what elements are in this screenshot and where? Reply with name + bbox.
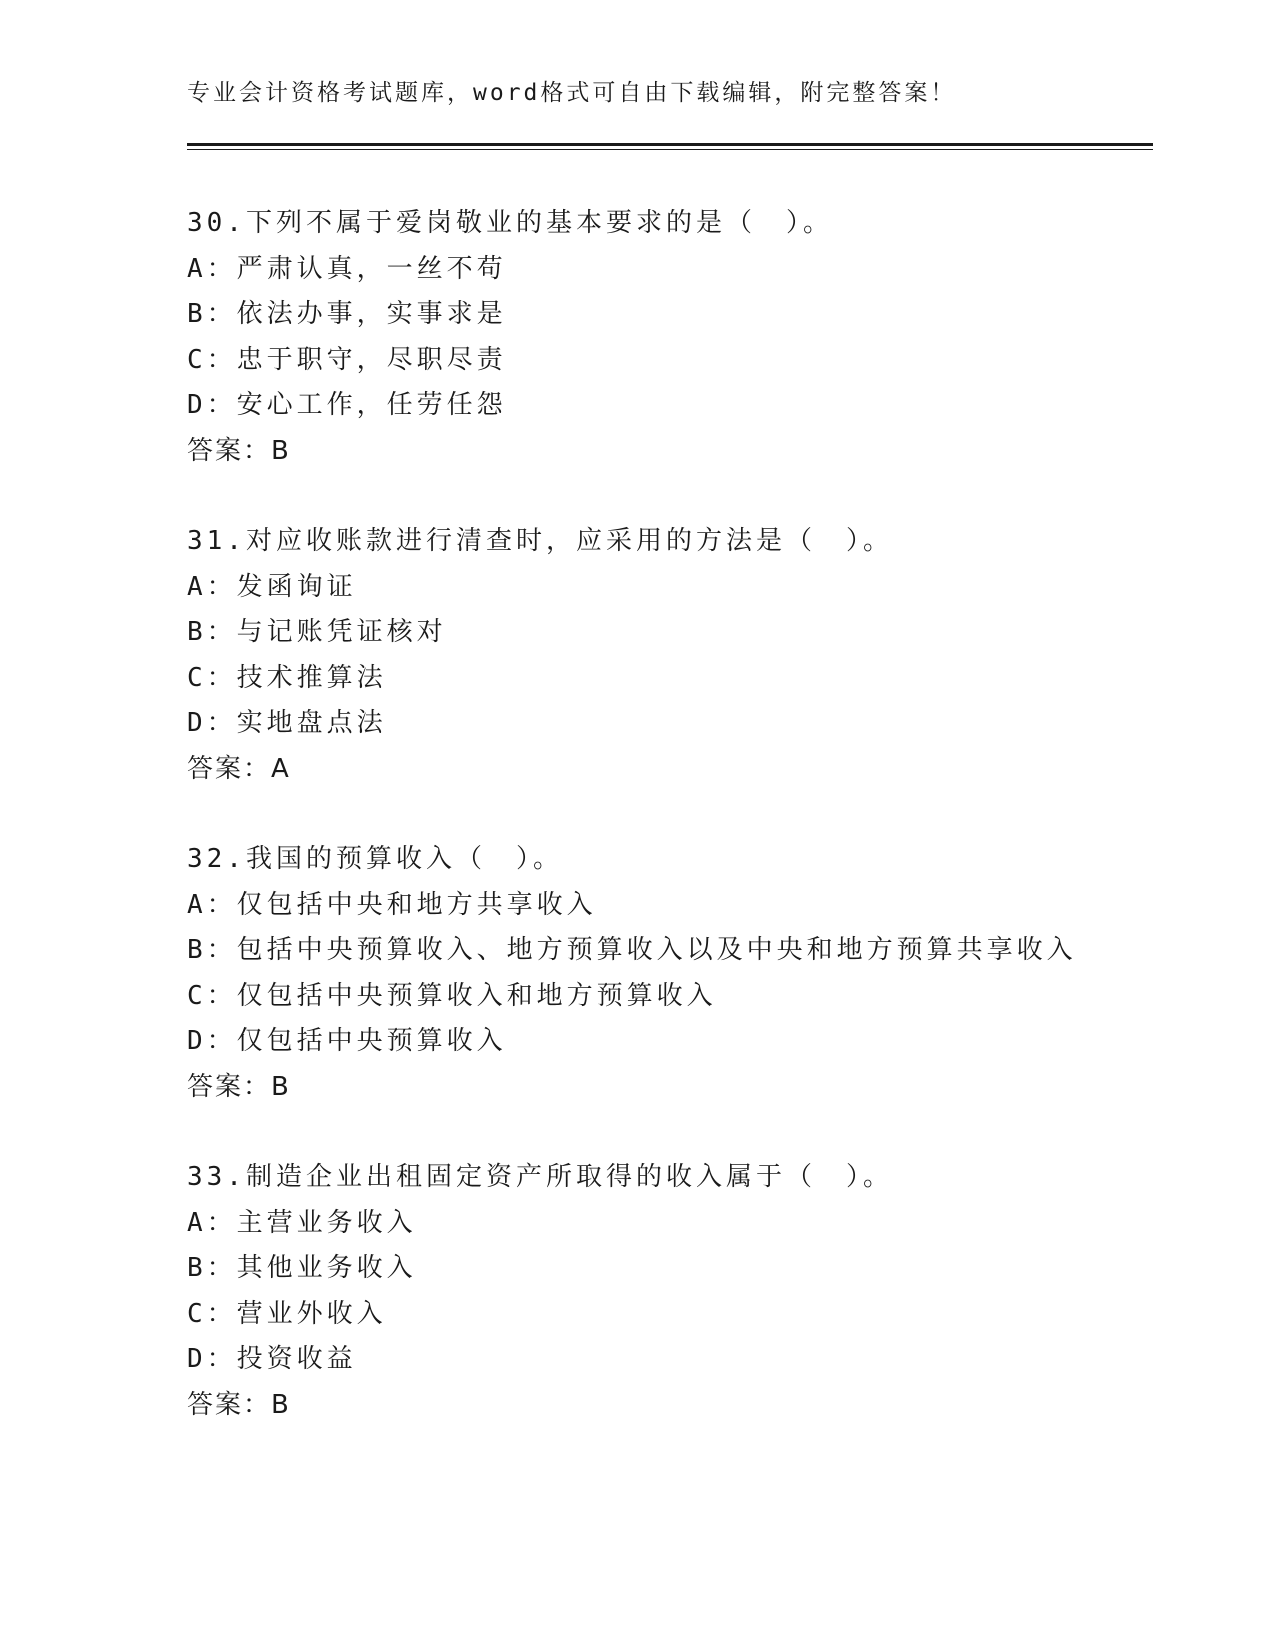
question-32: [187, 837, 1187, 1155]
answer: 答案：B: [187, 1071, 291, 1102]
option-a: A：严肃认真，一丝不苟: [187, 253, 507, 284]
option-b: B：其他业务收入: [187, 1253, 417, 1283]
option-d: D：仅包括中央预算收入: [187, 1026, 507, 1056]
option-b: B：依法办事，实事求是: [187, 299, 507, 329]
question-list: [187, 201, 1187, 1473]
question-stem: 32.我国的预算收入（ ）。: [187, 844, 563, 874]
question-33: [187, 1155, 1187, 1473]
option-d: D：实地盘点法: [187, 708, 387, 738]
option-c: C：营业外收入: [187, 1298, 387, 1329]
option-d: D：安心工作，任劳任怨: [187, 390, 507, 420]
question-stem: 31.对应收账款进行清查时，应采用的方法是（ ）。: [187, 526, 893, 556]
option-d: D：投资收益: [187, 1344, 357, 1374]
question-30: [187, 201, 1187, 519]
option-b: B：包括中央预算收入、地方预算收入以及中央和地方预算共享收入: [187, 935, 1077, 965]
answer: 答案：B: [187, 435, 291, 466]
option-c: C：仅包括中央预算收入和地方预算收入: [187, 980, 717, 1011]
question-stem: 33.制造企业出租固定资产所取得的收入属于（ ）。: [187, 1162, 893, 1192]
header-rule-thick: [187, 143, 1153, 146]
option-a: A：主营业务收入: [187, 1207, 417, 1238]
option-c: C：技术推算法: [187, 662, 387, 693]
header-rule-thin: [187, 149, 1153, 150]
page-header: 专业会计资格考试题库，word格式可自由下载编辑，附完整答案！: [187, 80, 957, 106]
option-b: B：与记账凭证核对: [187, 617, 447, 647]
answer: 答案：A: [187, 753, 291, 784]
option-a: A：仅包括中央和地方共享收入: [187, 889, 597, 920]
answer: 答案：B: [187, 1389, 291, 1420]
question-31: [187, 519, 1187, 837]
option-a: A：发函询证: [187, 571, 357, 602]
option-c: C：忠于职守，尽职尽责: [187, 344, 507, 375]
question-stem: 30.下列不属于爱岗敬业的基本要求的是（ ）。: [187, 208, 833, 238]
